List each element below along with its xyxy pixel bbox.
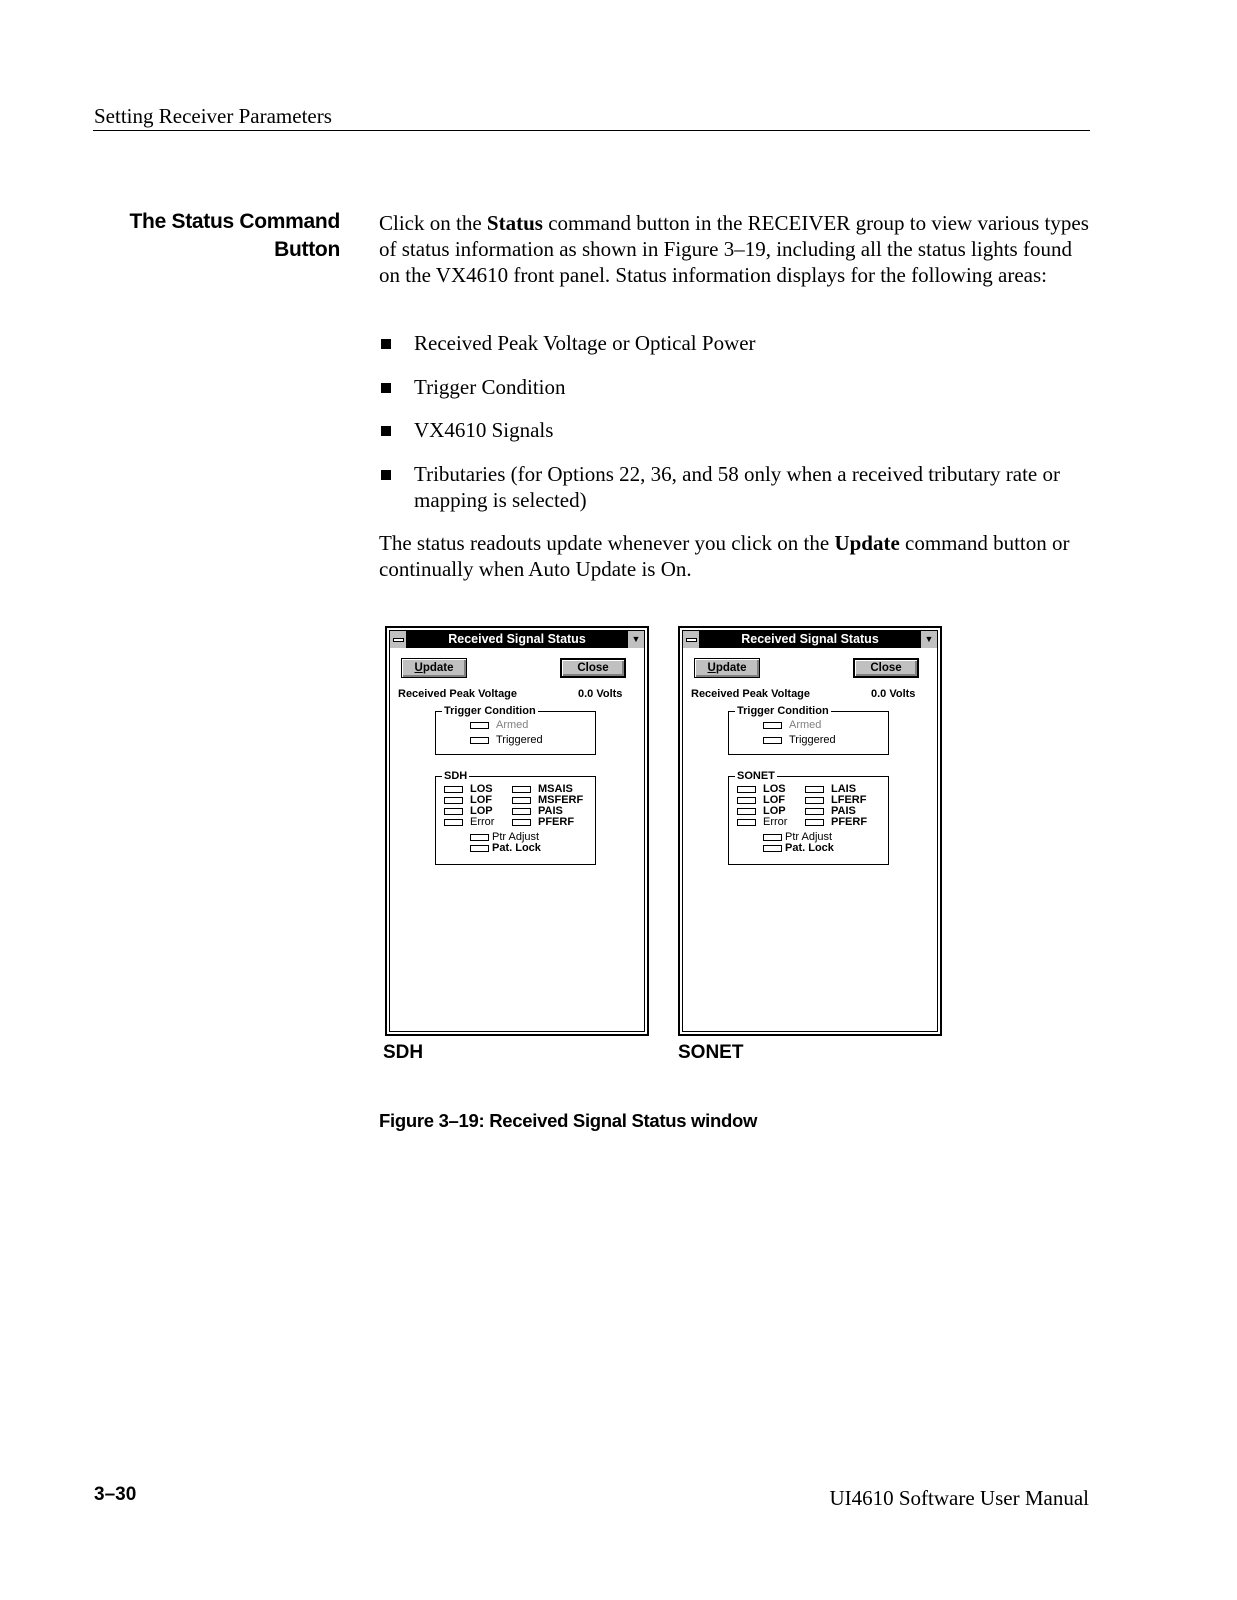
trigger-condition-group: [435, 705, 596, 755]
update-button[interactable]: [401, 658, 467, 678]
lop-lamp: [737, 808, 756, 815]
ptr-adjust-label: Ptr Adjust: [492, 831, 540, 843]
error-label: Error: [763, 816, 788, 828]
lop-label: LOP: [470, 805, 493, 817]
minimize-arrow-icon[interactable]: ▼: [627, 631, 644, 648]
pais-lamp: [805, 808, 824, 815]
update-mnemonic: U: [707, 662, 716, 674]
los-lamp: [444, 786, 463, 793]
bullet-text: Received Peak Voltage or Optical Power: [414, 331, 756, 355]
pferf-lamp: [512, 819, 531, 826]
lais-lamp: [805, 786, 824, 793]
ptr-adjust-lamp: [763, 834, 782, 841]
side-head-line-1: The Status Command: [129, 210, 340, 233]
update-label: pdate: [715, 662, 747, 674]
update-before: The status readouts update whenever you click on the: [379, 531, 835, 555]
bullet-item: [379, 461, 1089, 513]
bullet-text: VX4610 Signals: [414, 418, 554, 442]
update-button[interactable]: [694, 658, 760, 678]
side-head-line-2: Button: [274, 238, 340, 261]
sdh-group-label: SDH: [444, 770, 468, 782]
sonet-status-window: [678, 626, 942, 1036]
sdh-status-window: [385, 626, 649, 1036]
intro-before: Click on the: [379, 211, 487, 235]
sdh-sub-caption: SDH: [383, 1042, 424, 1063]
msais-label: MSAIS: [538, 783, 573, 795]
bullet-item: [379, 374, 1089, 400]
sonet-sub-caption: SONET: [678, 1042, 744, 1063]
peak-voltage-label: Received Peak Voltage: [398, 688, 518, 700]
error-label: Error: [470, 816, 495, 828]
pat-lock-lamp: [763, 845, 782, 852]
lferf-lamp: [805, 797, 824, 804]
msais-lamp: [512, 786, 531, 793]
window-titlebar: [390, 631, 644, 648]
msferf-label: MSFERF: [538, 794, 584, 806]
pferf-lamp: [805, 819, 824, 826]
armed-label: Armed: [789, 719, 822, 731]
system-menu-icon[interactable]: [683, 631, 700, 648]
window-title: Received Signal Status: [448, 632, 586, 646]
trigger-group-label: Trigger Condition: [737, 705, 829, 717]
bullet-item: [379, 417, 1089, 443]
bullet-square-icon: [381, 470, 391, 480]
ptr-adjust-label: Ptr Adjust: [785, 831, 833, 843]
error-lamp: [737, 819, 756, 826]
los-label: LOS: [470, 783, 493, 795]
window-title: Received Signal Status: [741, 632, 879, 646]
ptr-adjust-lamp: [470, 834, 489, 841]
sdh-signal-group: [435, 770, 596, 865]
bullet-item: [379, 330, 1089, 356]
close-button[interactable]: Close: [560, 658, 626, 678]
update-mnemonic: U: [414, 662, 423, 674]
lais-label: LAIS: [831, 783, 857, 795]
trigger-condition-group: [728, 705, 889, 755]
peak-voltage-value: 0.0 Volts: [871, 688, 916, 700]
error-lamp: [444, 819, 463, 826]
triggered-lamp: [470, 737, 489, 744]
bullet-square-icon: [381, 383, 391, 393]
pferf-label: PFERF: [831, 816, 868, 828]
bullet-square-icon: [381, 426, 391, 436]
bullet-square-icon: [381, 339, 391, 349]
update-word: Update: [834, 531, 900, 555]
header-rule: [93, 130, 1090, 131]
lof-label: LOF: [763, 794, 785, 806]
lop-lamp: [444, 808, 463, 815]
armed-lamp: [763, 722, 782, 729]
update-paragraph: [379, 530, 1089, 582]
update-after: command button or continually when Auto Update is On.: [379, 531, 1070, 581]
lof-lamp: [737, 797, 756, 804]
triggered-lamp: [763, 737, 782, 744]
page-number: 3–30: [94, 1484, 137, 1505]
manual-title: UI4610 Software User Manual: [829, 1486, 1089, 1510]
armed-label: Armed: [496, 719, 529, 731]
update-label: pdate: [422, 662, 454, 674]
triggered-label: Triggered: [789, 734, 836, 746]
pat-lock-label: Pat. Lock: [492, 842, 541, 854]
intro-after: command button in the RECEIVER group to view various types of status information as shown in Figure 3–19, including all the status lights found on the VX4610 front panel. Status information displays for the following areas:: [379, 211, 1089, 287]
pat-lock-label: Pat. Lock: [785, 842, 834, 854]
lof-label: LOF: [470, 794, 492, 806]
peak-voltage-label: Received Peak Voltage: [691, 688, 811, 700]
intro-status-word: Status: [486, 211, 543, 235]
minimize-arrow-icon[interactable]: ▼: [920, 631, 937, 648]
window-titlebar: [683, 631, 937, 648]
lferf-label: LFERF: [831, 794, 867, 806]
armed-lamp: [470, 722, 489, 729]
sonet-group-label: SONET: [737, 770, 775, 782]
close-button[interactable]: Close: [853, 658, 919, 678]
pferf-label: PFERF: [538, 816, 575, 828]
sonet-signal-group: [728, 770, 889, 865]
trigger-group-label: Trigger Condition: [444, 705, 536, 717]
figure-caption: Figure 3–19: Received Signal Status window: [379, 1110, 758, 1131]
pais-label: PAIS: [538, 805, 563, 817]
area-bullet-list: [379, 330, 1089, 530]
los-lamp: [737, 786, 756, 793]
bullet-text: Trigger Condition: [414, 374, 566, 399]
peak-voltage-value: 0.0 Volts: [578, 688, 623, 700]
lof-lamp: [444, 797, 463, 804]
bullet-text: Tributaries (for Options 22, 36, and 58 only when a received tributary rate or mapping is selected): [414, 461, 1060, 512]
pat-lock-lamp: [470, 845, 489, 852]
section-side-head: [110, 208, 340, 264]
intro-paragraph: [379, 210, 1089, 288]
los-label: LOS: [763, 783, 786, 795]
running-head: Setting Receiver Parameters: [94, 104, 332, 128]
system-menu-icon[interactable]: [390, 631, 407, 648]
triggered-label: Triggered: [496, 734, 543, 746]
msferf-lamp: [512, 797, 531, 804]
lop-label: LOP: [763, 805, 786, 817]
pais-lamp: [512, 808, 531, 815]
pais-label: PAIS: [831, 805, 856, 817]
